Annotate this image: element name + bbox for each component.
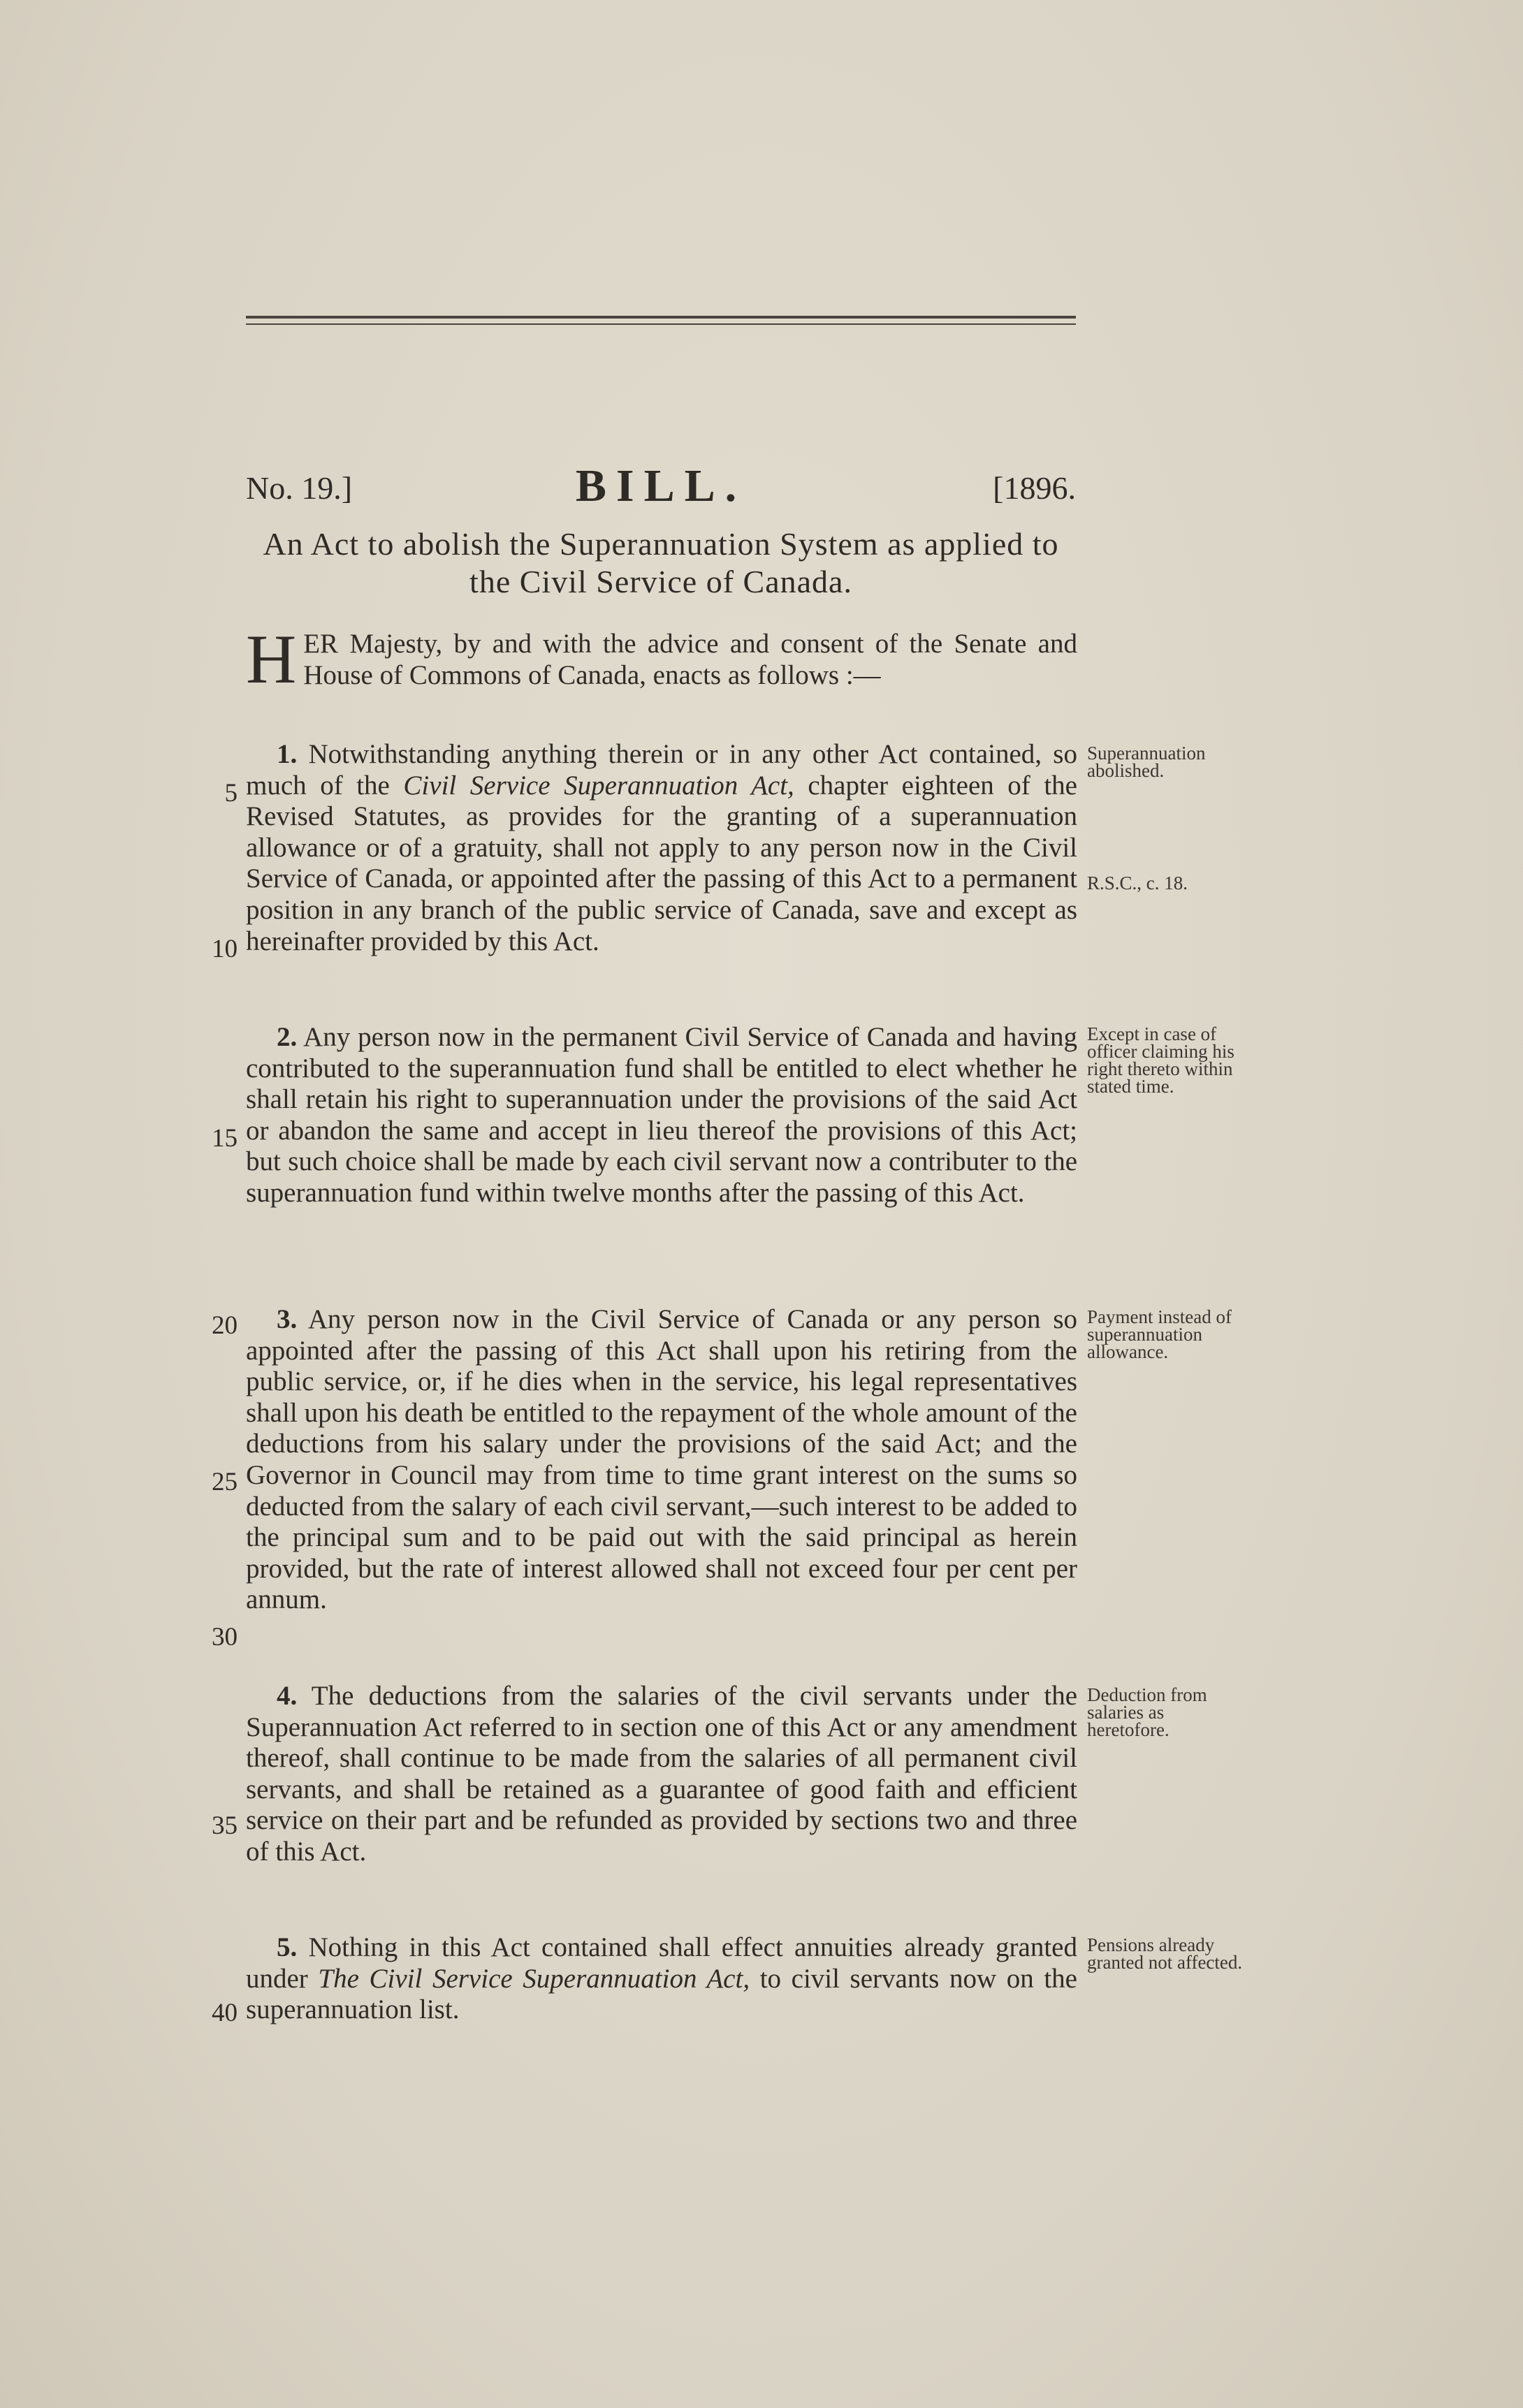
enacting-text: ER Majesty, by and with the advice and consent of the Senate and House of Commons of Canada, enacts as follows :— xyxy=(303,629,1077,690)
margin-note: Payment instead of superannuation allowance. xyxy=(1087,1306,1232,1362)
bill-year: [1896. xyxy=(993,470,1076,506)
header-double-rule xyxy=(246,316,1076,325)
section-5 xyxy=(246,1932,1077,2026)
line-number: 40 xyxy=(212,1999,238,2027)
margin-note: Pensions already granted not affected. xyxy=(1087,1934,1243,1973)
line-number: 30 xyxy=(212,1623,238,1651)
line-number: 5 xyxy=(224,779,238,808)
line-number: 10 xyxy=(212,935,238,963)
bill-label: BILL. xyxy=(575,460,747,511)
section-number: 5. xyxy=(277,1932,298,1962)
line-number: 25 xyxy=(212,1468,238,1496)
margin-note: Superannuation abolished. xyxy=(1087,743,1206,781)
line-number: 15 xyxy=(212,1124,238,1153)
act-title: An Act to abolish the Superannuation System as applied to the Civil Service of Canada. xyxy=(263,526,1059,599)
margin-note: R.S.C., c. 18. xyxy=(1087,873,1188,893)
section-text: to civil servants now on the superannuation list. xyxy=(246,1963,1077,2025)
bill-header xyxy=(246,460,1076,516)
section-number: 1. xyxy=(277,739,298,769)
section-text: Any person now in the permanent Civil Service of Canada and having contributed to the superannuation fund shall be entitled to elect whether he shall retain his right to superannuation under the provisions of the said Act or abandon the same and accept in lieu thereof the provisions of this Act; but such choice shall be made by each civil servant now a contributer to the superannuation fund within twelve months after the passing of this Act. xyxy=(246,1022,1077,1208)
act-citation: Civil Service Superannuation Act, xyxy=(403,770,794,801)
section-text: Nothing in this Act contained shall effect annuities already granted under xyxy=(246,1932,1077,1994)
section-text: chapter eighteen of the Revised Statutes, as provides for the granting of a superannuation allowance or of a gratuity, shall not apply to any person now in the Civil Service of Canada, or appointed after the passing of this Act to a permanent position in any branch of the public service of Canada, save and except as hereinafter provided by this Act. xyxy=(246,770,1077,956)
bill-number: No. 19.] xyxy=(246,470,353,506)
rule-thick xyxy=(246,316,1076,319)
act-citation: The Civil Service Superannuation Act, xyxy=(318,1963,750,1994)
section-text: Any person now in the Civil Service of Canada or any person so appointed after the passing of this Act shall upon his retiring from the public service, or, if he dies when in the service, his legal representatives shall upon his death be entitled to the repayment of the whole amount of the deductions from his salary under the provisions of the said Act; and the Governor in Council may from time to time grant interest on the sums so deducted from the salary of each civil servant,—such interest to be added to the principal sum and to be paid out with the said principal as herein provided, but the rate of interest allowed shall not exceed four per cent per annum. xyxy=(246,1304,1077,1615)
margin-note: Except in case of officer claiming his right thereto within stated time. xyxy=(1087,1023,1234,1097)
enacting-clause xyxy=(246,620,1077,698)
rule-thin xyxy=(246,323,1076,325)
section-3 xyxy=(246,1304,1077,1616)
drop-cap: H xyxy=(246,620,297,698)
section-1 xyxy=(246,739,1077,957)
section-text: The deductions from the salaries of the civil servants under the Superannuation Act referred to in section one of this Act or any amendment thereof, shall continue to be made from the salaries of all permanent civil servants, and shall be retained as a guarantee of good faith and efficient service on their part and be refunded as provided by sections two and three of this Act. xyxy=(246,1681,1077,1867)
line-number: 20 xyxy=(212,1311,238,1340)
section-number: 4. xyxy=(277,1681,298,1711)
section-number: 3. xyxy=(277,1304,298,1334)
section-4 xyxy=(246,1681,1077,1868)
section-text: Notwithstanding anything therein or in any other Act contained, so much of the xyxy=(246,739,1077,801)
section-number: 2. xyxy=(277,1022,298,1052)
section-2 xyxy=(246,1022,1077,1209)
margin-note: Deduction from salaries as heretofore. xyxy=(1087,1684,1207,1740)
line-number: 35 xyxy=(212,1811,238,1840)
